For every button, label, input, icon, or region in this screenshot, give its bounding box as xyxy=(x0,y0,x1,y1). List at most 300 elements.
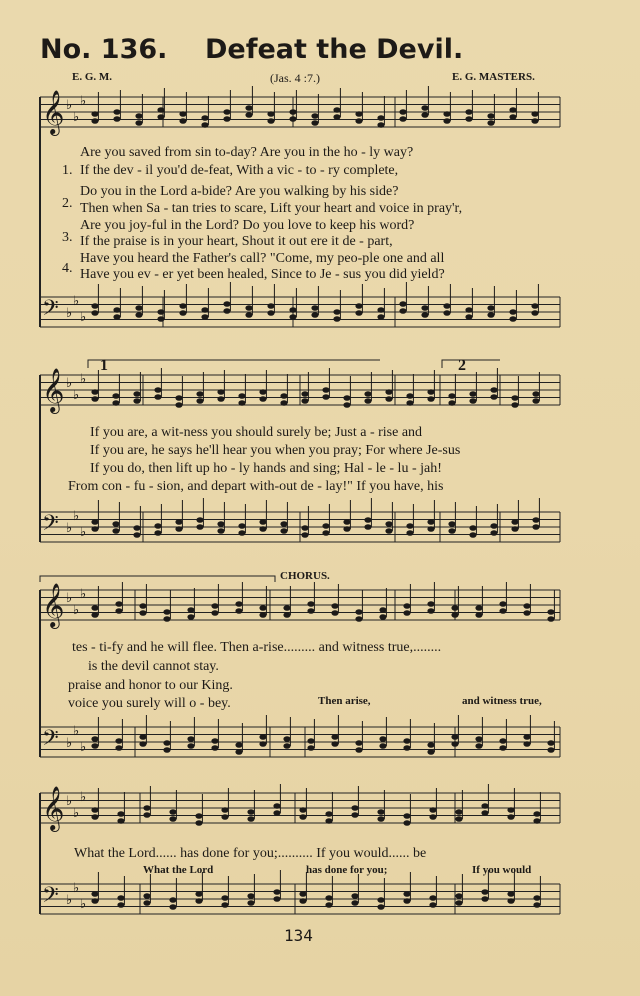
note-head xyxy=(355,609,362,615)
note-head xyxy=(115,608,122,614)
verse-number: 1. xyxy=(62,163,73,178)
verse-line: If the praise is in your heart, Shout it out ere it de - part, xyxy=(80,234,393,249)
note-head xyxy=(299,891,306,897)
note-head xyxy=(289,109,296,115)
note-head xyxy=(325,895,332,901)
note-head xyxy=(355,118,362,124)
note-head xyxy=(117,895,124,901)
note-head xyxy=(157,107,164,113)
note-head xyxy=(443,303,450,309)
flat-icon: ♭ xyxy=(73,388,80,403)
note-head xyxy=(267,111,274,117)
lyric-line: If you do, then lift up ho - ly hands and sing; Hal - le - lu - jah! xyxy=(90,461,442,476)
note-head xyxy=(385,396,392,402)
note-head xyxy=(379,607,386,613)
lyric-line: What the Lord...... has done for you;.......... If you would...... be xyxy=(74,846,427,861)
lyric-line: From con - fu - sion, and depart with-out de - lay!" If you have, his xyxy=(68,479,444,494)
flat-icon: ♭ xyxy=(80,525,87,540)
note-head xyxy=(238,400,245,406)
note-head xyxy=(223,109,230,115)
note-head xyxy=(427,389,434,395)
note-head xyxy=(201,122,208,128)
note-head xyxy=(490,523,497,529)
note-head xyxy=(427,519,434,525)
lyric-line: If you are, he says he'll hear you when you pray; For where Je-sus xyxy=(90,443,461,458)
note-head xyxy=(259,526,266,532)
note-head xyxy=(379,736,386,742)
note-head xyxy=(311,305,318,311)
note-head xyxy=(364,517,371,523)
note-head xyxy=(221,807,228,813)
flat-icon: ♭ xyxy=(66,591,73,606)
note-head xyxy=(421,112,428,118)
note-head xyxy=(364,524,371,530)
note-head xyxy=(169,897,176,903)
note-head xyxy=(487,305,494,311)
note-head xyxy=(427,742,434,748)
note-head xyxy=(403,610,410,616)
note-head xyxy=(307,608,314,614)
note-head xyxy=(115,738,122,744)
note-head xyxy=(238,393,245,399)
note-head xyxy=(175,519,182,525)
note-head xyxy=(355,310,362,316)
note-head xyxy=(247,900,254,906)
scripture-reference: (Jas. 4 :7.) xyxy=(270,71,320,85)
note-head xyxy=(547,616,554,622)
hymn-number: No. 136. xyxy=(40,34,168,65)
treble-clef-icon: 𝄞 xyxy=(42,368,65,412)
note-head xyxy=(91,519,98,525)
note-head xyxy=(259,734,266,740)
flat-icon: ♭ xyxy=(80,372,87,387)
flat-icon: ♭ xyxy=(66,98,73,113)
note-head xyxy=(499,608,506,614)
note-head xyxy=(406,523,413,529)
note-head xyxy=(139,610,146,616)
note-head xyxy=(196,517,203,523)
note-head xyxy=(175,526,182,532)
note-head xyxy=(307,745,314,751)
note-head xyxy=(301,525,308,531)
bass-lyric: Then arise, xyxy=(318,695,371,707)
note-head xyxy=(364,391,371,397)
note-head xyxy=(385,528,392,534)
note-head xyxy=(187,736,194,742)
note-head xyxy=(533,902,540,908)
flat-icon: ♭ xyxy=(80,310,87,325)
note-head xyxy=(187,743,194,749)
note-head xyxy=(91,743,98,749)
note-head xyxy=(322,387,329,393)
note-head xyxy=(238,523,245,529)
verse-line: Are you saved from sin to-day? Are you in the ho - ly way? xyxy=(80,145,414,160)
note-head xyxy=(343,402,350,408)
note-head xyxy=(531,118,538,124)
note-head xyxy=(169,816,176,822)
note-head xyxy=(532,524,539,530)
note-head xyxy=(343,526,350,532)
note-head xyxy=(531,310,538,316)
note-head xyxy=(143,805,150,811)
verse-line: If the dev - il you'd de-feat, With a vic - to - ry complete, xyxy=(80,163,399,178)
note-head xyxy=(163,609,170,615)
lyric-line: voice you surely will o - bey. xyxy=(68,696,231,711)
note-head xyxy=(325,818,332,824)
note-head xyxy=(469,532,476,538)
bass-lyric: What the Lord xyxy=(143,864,214,876)
note-head xyxy=(509,316,516,322)
note-head xyxy=(469,391,476,397)
note-head xyxy=(223,308,230,314)
flat-icon: ♭ xyxy=(66,794,73,809)
note-head xyxy=(201,115,208,121)
note-head xyxy=(475,736,482,742)
note-head xyxy=(448,521,455,527)
note-head xyxy=(235,608,242,614)
note-head xyxy=(343,395,350,401)
note-head xyxy=(259,396,266,402)
note-head xyxy=(507,891,514,897)
page-number: 134 xyxy=(284,926,313,945)
note-head xyxy=(245,105,252,111)
note-head xyxy=(399,116,406,122)
note-head xyxy=(427,526,434,532)
note-head xyxy=(91,807,98,813)
note-head xyxy=(154,530,161,536)
note-head xyxy=(364,398,371,404)
note-head xyxy=(187,607,194,613)
note-head xyxy=(135,113,142,119)
verse-line: Are you joy-ful in the Lord? Do you love to keep his word? xyxy=(80,218,415,233)
note-head xyxy=(223,301,230,307)
note-head xyxy=(403,738,410,744)
flat-icon: ♭ xyxy=(80,740,87,755)
flat-icon: ♭ xyxy=(80,897,87,912)
note-head xyxy=(221,902,228,908)
note-head xyxy=(331,603,338,609)
note-head xyxy=(217,389,224,395)
verse-line: Have you heard the Father's call? "Come, my peo-ple one and all xyxy=(80,251,445,266)
bass-clef-icon: 𝄢 xyxy=(42,726,59,756)
note-head xyxy=(523,603,530,609)
note-head xyxy=(91,526,98,532)
note-head xyxy=(490,387,497,393)
note-head xyxy=(427,601,434,607)
chorus-bracket xyxy=(40,576,275,582)
note-head xyxy=(133,398,140,404)
note-head xyxy=(196,524,203,530)
note-head xyxy=(211,745,218,751)
note-head xyxy=(443,111,450,117)
note-head xyxy=(481,810,488,816)
note-head xyxy=(377,816,384,822)
note-head xyxy=(499,738,506,744)
note-head xyxy=(427,396,434,402)
note-head xyxy=(91,303,98,309)
note-head xyxy=(523,610,530,616)
note-head xyxy=(179,310,186,316)
note-head xyxy=(91,118,98,124)
note-head xyxy=(403,891,410,897)
note-head xyxy=(451,605,458,611)
note-head xyxy=(223,116,230,122)
first-ending-bracket xyxy=(88,360,380,368)
note-head xyxy=(399,109,406,115)
note-head xyxy=(475,612,482,618)
note-head xyxy=(406,530,413,536)
note-head xyxy=(91,612,98,618)
note-head xyxy=(455,900,462,906)
treble-clef-icon: 𝄞 xyxy=(42,786,65,830)
note-head xyxy=(112,393,119,399)
note-head xyxy=(135,120,142,126)
note-head xyxy=(163,747,170,753)
second-ending-bracket xyxy=(442,360,500,368)
note-head xyxy=(429,807,436,813)
note-head xyxy=(112,400,119,406)
note-head xyxy=(509,107,516,113)
note-head xyxy=(157,316,164,322)
note-head xyxy=(91,898,98,904)
note-head xyxy=(247,893,254,899)
chorus-label: CHORUS. xyxy=(280,570,330,582)
note-head xyxy=(299,814,306,820)
flat-icon: ♭ xyxy=(73,110,80,125)
note-head xyxy=(113,116,120,122)
note-head xyxy=(211,610,218,616)
note-head xyxy=(331,741,338,747)
note-head xyxy=(333,107,340,113)
note-head xyxy=(531,111,538,117)
note-head xyxy=(163,740,170,746)
note-head xyxy=(322,530,329,536)
verse-number: 3. xyxy=(62,230,73,245)
note-head xyxy=(455,893,462,899)
verse-line: Have you ev - er yet been healed, Since to Je - sus you did yield? xyxy=(80,267,445,282)
note-head xyxy=(175,395,182,401)
note-head xyxy=(113,307,120,313)
note-head xyxy=(143,893,150,899)
note-head xyxy=(91,814,98,820)
note-head xyxy=(451,734,458,740)
note-head xyxy=(259,612,266,618)
note-head xyxy=(187,614,194,620)
note-head xyxy=(403,813,410,819)
note-head xyxy=(133,391,140,397)
note-head xyxy=(351,812,358,818)
flat-icon: ♭ xyxy=(73,603,80,618)
flat-icon: ♭ xyxy=(66,893,73,908)
note-head xyxy=(475,605,482,611)
note-head xyxy=(91,605,98,611)
note-head xyxy=(355,747,362,753)
note-head xyxy=(448,528,455,534)
note-head xyxy=(399,308,406,314)
note-head xyxy=(283,743,290,749)
note-head xyxy=(499,745,506,751)
note-head xyxy=(427,749,434,755)
note-head xyxy=(280,400,287,406)
note-head xyxy=(196,398,203,404)
note-head xyxy=(465,109,472,115)
note-head xyxy=(139,741,146,747)
verse-number: 2. xyxy=(62,196,73,211)
note-head xyxy=(333,309,340,315)
note-head xyxy=(351,893,358,899)
note-head xyxy=(217,396,224,402)
flat-icon: ♭ xyxy=(80,94,87,109)
note-head xyxy=(499,601,506,607)
flat-icon: ♭ xyxy=(73,806,80,821)
note-head xyxy=(280,528,287,534)
note-head xyxy=(377,122,384,128)
flat-icon: ♭ xyxy=(73,294,80,309)
note-head xyxy=(385,389,392,395)
note-head xyxy=(195,813,202,819)
note-head xyxy=(91,389,98,395)
note-head xyxy=(523,741,530,747)
note-head xyxy=(135,312,142,318)
note-head xyxy=(307,601,314,607)
note-head xyxy=(547,740,554,746)
note-head xyxy=(325,811,332,817)
note-head xyxy=(143,900,150,906)
note-head xyxy=(399,301,406,307)
note-head xyxy=(143,812,150,818)
note-head xyxy=(235,742,242,748)
bass-lyric: If you would xyxy=(472,864,532,876)
treble-clef-icon: 𝄞 xyxy=(42,583,65,627)
note-head xyxy=(115,745,122,751)
first-ending-label: 1 xyxy=(100,357,108,374)
note-head xyxy=(490,394,497,400)
flat-icon: ♭ xyxy=(73,881,80,896)
note-head xyxy=(135,305,142,311)
note-head xyxy=(443,118,450,124)
note-head xyxy=(267,310,274,316)
note-head xyxy=(406,400,413,406)
note-head xyxy=(273,896,280,902)
note-head xyxy=(301,532,308,538)
note-head xyxy=(331,610,338,616)
note-head xyxy=(403,898,410,904)
note-head xyxy=(421,312,428,318)
lyric-line: is the devil cannot stay. xyxy=(88,659,219,674)
music-credit: E. G. MASTERS. xyxy=(452,71,535,83)
note-head xyxy=(217,528,224,534)
note-head xyxy=(91,736,98,742)
note-head xyxy=(112,521,119,527)
note-head xyxy=(299,807,306,813)
flat-icon: ♭ xyxy=(66,306,73,321)
note-head xyxy=(377,314,384,320)
note-head xyxy=(259,519,266,525)
note-head xyxy=(169,904,176,910)
note-head xyxy=(325,902,332,908)
note-head xyxy=(481,889,488,895)
note-head xyxy=(547,609,554,615)
note-head xyxy=(112,528,119,534)
note-head xyxy=(448,400,455,406)
note-head xyxy=(115,601,122,607)
note-head xyxy=(403,603,410,609)
bass-clef-icon: 𝄢 xyxy=(42,296,59,326)
note-head xyxy=(475,743,482,749)
note-head xyxy=(289,307,296,313)
note-head xyxy=(280,521,287,527)
note-head xyxy=(455,816,462,822)
note-head xyxy=(179,303,186,309)
note-head xyxy=(322,523,329,529)
note-head xyxy=(259,389,266,395)
flat-icon: ♭ xyxy=(80,587,87,602)
note-head xyxy=(465,116,472,122)
note-head xyxy=(154,387,161,393)
note-head xyxy=(377,897,384,903)
note-head xyxy=(532,517,539,523)
note-head xyxy=(267,118,274,124)
note-head xyxy=(139,734,146,740)
note-head xyxy=(273,810,280,816)
note-head xyxy=(289,314,296,320)
note-head xyxy=(532,391,539,397)
note-head xyxy=(154,523,161,529)
note-head xyxy=(406,393,413,399)
note-head xyxy=(91,891,98,897)
note-head xyxy=(113,109,120,115)
note-head xyxy=(455,809,462,815)
note-head xyxy=(351,805,358,811)
note-head xyxy=(429,814,436,820)
note-head xyxy=(507,807,514,813)
note-head xyxy=(201,314,208,320)
note-head xyxy=(307,738,314,744)
note-head xyxy=(245,112,252,118)
note-head xyxy=(179,118,186,124)
treble-clef-icon: 𝄞 xyxy=(42,90,65,134)
note-head xyxy=(533,811,540,817)
note-head xyxy=(421,105,428,111)
note-head xyxy=(247,816,254,822)
note-head xyxy=(91,111,98,117)
verse-number: 4. xyxy=(62,261,73,276)
note-head xyxy=(507,898,514,904)
note-head xyxy=(333,316,340,322)
note-head xyxy=(195,898,202,904)
verse-line: Do you in the Lord a-bide? Are you walking by his side? xyxy=(80,184,399,199)
lyric-line: praise and honor to our King. xyxy=(68,678,233,693)
flat-icon: ♭ xyxy=(80,790,87,805)
note-head xyxy=(355,740,362,746)
note-head xyxy=(195,820,202,826)
note-head xyxy=(113,314,120,320)
note-head xyxy=(487,120,494,126)
note-head xyxy=(117,902,124,908)
note-head xyxy=(311,120,318,126)
note-head xyxy=(133,532,140,538)
note-head xyxy=(235,749,242,755)
bass-lyric: has done for you; xyxy=(306,864,388,876)
note-head xyxy=(195,891,202,897)
note-head xyxy=(322,394,329,400)
note-head xyxy=(157,309,164,315)
note-head xyxy=(343,519,350,525)
note-head xyxy=(154,394,161,400)
note-head xyxy=(238,530,245,536)
note-head xyxy=(179,111,186,117)
note-head xyxy=(451,612,458,618)
